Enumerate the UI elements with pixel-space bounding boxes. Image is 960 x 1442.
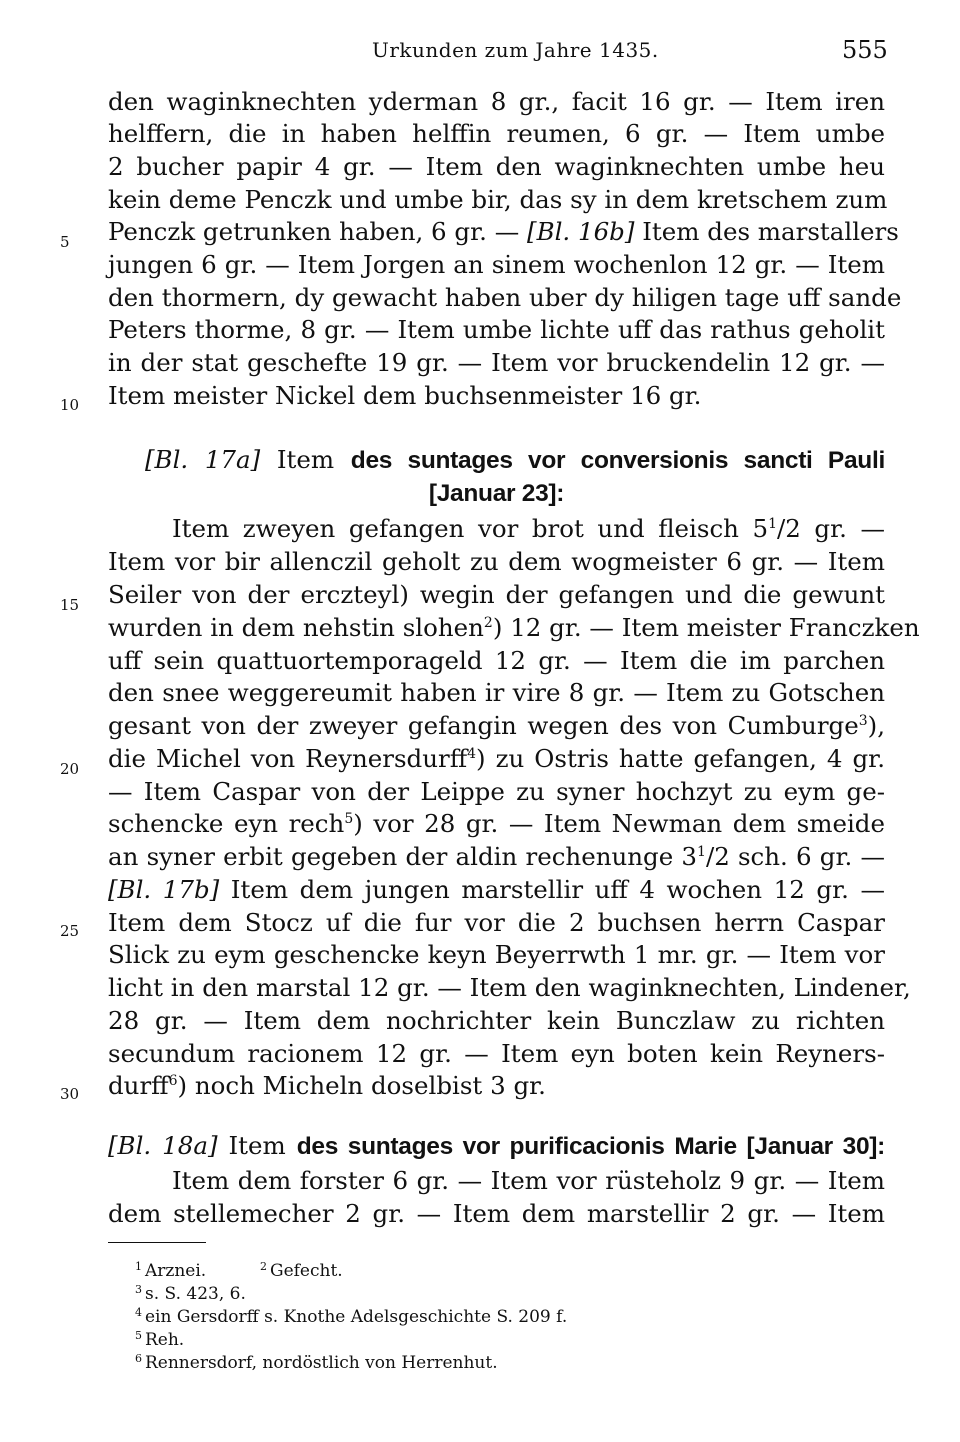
text-line: helffern, die in haben helffin reumen, 6 gr. — Item umbe: [108, 119, 885, 148]
line-number: 20: [60, 760, 80, 778]
text-line: den waginknechten yderman 8 gr., facit 16 gr. — Item iren: [108, 87, 885, 116]
text-line: den snee weggereumit haben ir vire 8 gr. — Item zu Gotschen: [108, 678, 885, 707]
text-line: Item zweyen gefangen vor brot und fleisch $5^1/2$ gr. —: [172, 514, 885, 543]
text-line: Peters thorme, 8 gr. — Item umbe lichte uff das rathus geholit: [108, 315, 885, 344]
text-line: wurden in dem nehstin slohen$^2$) 12 gr. — Item meister Franczken: [108, 613, 920, 642]
footnote-rule: [108, 1242, 206, 1243]
text-line: licht in den marstal 12 gr. — Item den waginknechten, Lindener,: [108, 973, 911, 1002]
footnote: $^2$ Gefecht.: [260, 1260, 343, 1281]
footnote: $^3$ s. S. 423, 6.: [135, 1283, 246, 1304]
text-line: Penczk getrunken haben, 6 gr. — [Bl. 16b] Item des marstallers: [108, 217, 899, 246]
text-line: Item vor bir allenczil geholt zu dem wogmeister 6 gr. — Item: [108, 547, 885, 576]
text-line: Slick zu eym geschencke keyn Beyerrwth 1 mr. gr. — Item vor: [108, 940, 885, 969]
running-header: Urkunden zum Jahre 1435.: [372, 38, 659, 62]
folio-reference: [Bl. 17a]: [145, 445, 261, 474]
text-line: [Bl. 17b] Item dem jungen marstellir uff 4 wochen 12 gr. —: [108, 875, 885, 904]
text-line: durff$^6$) noch Micheln doselbist 3 gr.: [108, 1071, 546, 1100]
text-line: gesant von der zweyer gefangin wegen des von Cumburge$^3$),: [108, 711, 885, 740]
text-line: Item dem forster 6 gr. — Item vor rüsteholz 9 gr. — Item: [172, 1166, 885, 1195]
text-line: Seiler von der erczteyl) wegin der gefangen und die gewunt: [108, 580, 885, 609]
text-line: Item meister Nickel dem buchsenmeister 16 gr.: [108, 381, 702, 410]
text-line: schencke eyn rech$^5$) vor 28 gr. — Item Newman dem smeide: [108, 809, 885, 838]
section-heading-date: [Januar 23]:: [428, 480, 565, 507]
text-line: 28 gr. — Item dem nochrichter kein Bunczlaw zu richten: [108, 1006, 885, 1035]
footnote: $^6$ Rennersdorf, nordöstlich von Herrenhut.: [135, 1352, 498, 1373]
line-number: 5: [60, 233, 70, 251]
folio-reference: [Bl. 18a]: [108, 1131, 218, 1160]
footnote: $^1$ Arznei.: [135, 1260, 207, 1281]
section-heading: [Bl. 18a] Item des suntages vor purificacionis Marie [Januar 30]:: [108, 1131, 885, 1160]
text-line: jungen 6 gr. — Item Jorgen an sinem wochenlon 12 gr. — Item: [108, 250, 885, 279]
page-number: 555: [842, 36, 888, 64]
line-number: 15: [60, 596, 80, 614]
text-line: — Item Caspar von der Leippe zu syner hochzyt zu eym ge-: [108, 777, 885, 806]
folio-reference: [Bl. 16b]: [527, 217, 635, 246]
text-line: Item dem Stocz uf die fur vor die 2 buchsen herrn Caspar: [108, 908, 885, 937]
text-line: dem stellemecher 2 gr. — Item dem marstellir 2 gr. — Item: [108, 1199, 885, 1228]
line-number: 10: [60, 396, 80, 414]
text-line: in der stat geschefte 19 gr. — Item vor bruckendelin 12 gr. —: [108, 348, 885, 377]
text-line: kein deme Penczk und umbe bir, das sy in dem kretschem zum: [108, 185, 888, 214]
text-line: an syner erbit gegeben der aldin rechenunge $3^1/2$ sch. 6 gr. —: [108, 842, 885, 871]
text-line: secundum racionem 12 gr. — Item eyn boten kein Reyners-: [108, 1039, 885, 1068]
folio-reference: [Bl. 17b]: [108, 875, 220, 904]
text-line: den thormern, dy gewacht haben uber dy hiligen tage uff sande: [108, 283, 902, 312]
footnote: $^4$ ein Gersdorff s. Knothe Adelsgeschichte S. 209 f.: [135, 1306, 568, 1327]
text-line: 2 bucher papir 4 gr. — Item den waginknechten umbe heu: [108, 152, 885, 181]
text-line: uff sein quattuortemporageld 12 gr. — Item die im parchen: [108, 646, 885, 675]
line-number: 25: [60, 922, 80, 940]
section-heading: [Bl. 17a] Item des suntages vor conversionis sancti Pauli: [145, 445, 885, 474]
text-line: die Michel von Reynersdurff$^4$) zu Ostris hatte gefangen, 4 gr.: [108, 744, 885, 773]
line-number: 30: [60, 1085, 80, 1103]
footnote: $^5$ Reh.: [135, 1329, 185, 1350]
